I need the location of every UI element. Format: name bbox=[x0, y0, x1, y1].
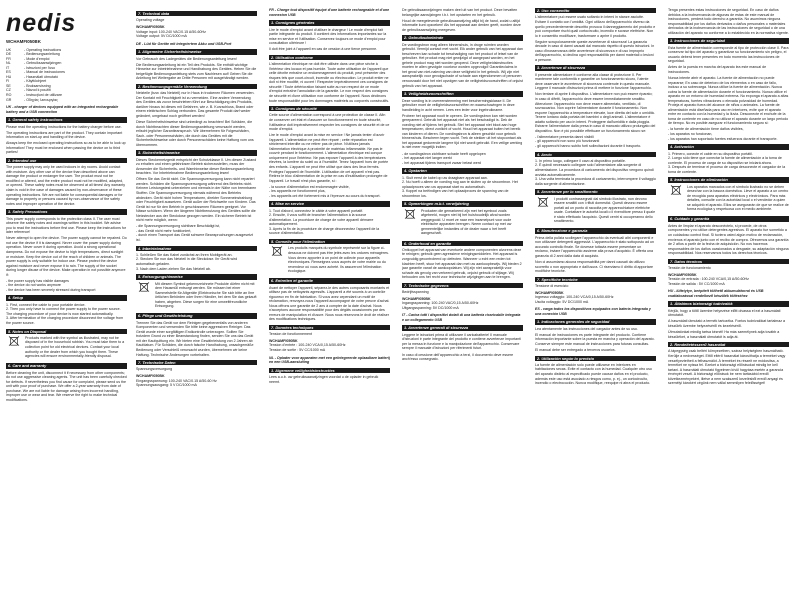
fr-section-1-heading: 1. Consignes générales bbox=[269, 20, 390, 25]
spec-title: Operating voltage bbox=[136, 18, 165, 23]
language-code: DE bbox=[6, 52, 11, 57]
list-item: 2. Nu hoeft u alleen de voeding nog aan te sluiten op de stroombron. Het oplaadproces van uw apparaat start nu automatisch. bbox=[402, 180, 518, 189]
spec-model: WCHAMFI050BK bbox=[668, 272, 697, 277]
bullet-item: - het apparaat tijdens transport zwaar belast werd bbox=[402, 160, 481, 165]
list-item: 3. Después de terminar el proceso de carga desconecte el cargador de la toma de corriente. bbox=[668, 165, 786, 174]
fr-section-2-heading: 2. Utilisation conforme bbox=[269, 55, 390, 60]
language-list bbox=[6, 48, 127, 103]
fr-section-5-heading: 5. Conseils pour l'élimination bbox=[269, 239, 390, 244]
paragraph: Útmutatónkat mindig tartsa kéznél! Ha más személynek adja tovább a készüléket, a használati útmutatót is adja át. bbox=[668, 329, 780, 339]
uk-section-6-heading: 6. Care and warranty bbox=[6, 363, 127, 368]
spec-line: Tension d'entrée : 100-240 VCA/0,15 A/50-60Hz bbox=[269, 343, 346, 348]
de-section-4-heading: 4. Inbetriebnahme bbox=[136, 246, 257, 251]
list-item: 3. After termination of the charging procedure disconnect the voltage from the power source. bbox=[6, 316, 124, 325]
paragraph: Seguire scrupolosamente queste avvertenze di sicurezza! La garanzia decade in caso di danni causati dal mancato rispetto di questo istruzioni. In caso d'inosservanza delle avvertenze di sicurezza e di uso improprio dell'apparecchio, si declina ogni responsabilità per danni materiali o lesioni a persone. bbox=[535, 39, 655, 62]
disposal-row bbox=[535, 197, 656, 226]
es-section-3-heading: 3. Instrucciones de seguridad bbox=[668, 38, 789, 43]
language-item bbox=[6, 98, 127, 103]
crossed-bin-icon bbox=[535, 197, 551, 207]
nl-section-1-heading: 1. Algemene veiligheidsinstructies bbox=[269, 368, 390, 373]
hu-section-1-heading: 1. Általános biztonsági tudnivalók bbox=[668, 301, 789, 306]
nl-section-4-heading: 4. Opstarten bbox=[402, 168, 523, 173]
paragraph: Dieses Steckernetzgerät entspricht der Schutzklasse II. Um diesen Zustand zu erhalten und einen gefahrlosen Betrieb sicherzustellen, muss der Anwender die Sicherheits- und Warnhinweise dieser Bedienungsanleitung beachten. Vor Inbetriebnahme Bedienungsanleitung lesen! bbox=[136, 157, 257, 176]
bullet-item: - die Spannungsversorgung sichtbare Beschädigt ist, bbox=[136, 224, 221, 229]
spec-line: Tensión de salida : 5V CC/1000 mA bbox=[668, 281, 725, 286]
disposal-row bbox=[402, 209, 523, 238]
crossed-bin-icon bbox=[668, 185, 684, 195]
paragraph: Please read the operating instructions for the battery charger before use. bbox=[6, 124, 122, 129]
hu-intro: HU - Iülteiytye, beépített tölthető akkumulátorral és USB csatlakozással rendelkező készülék töltéséhez bbox=[668, 289, 764, 298]
paragraph: Kérjük, hogy a töltő üzembe helyezése előtt olvassa el ezt a használati útmutatót. bbox=[668, 308, 781, 318]
language-code: SE bbox=[6, 83, 11, 88]
paragraph: Houd de meegeleverde gebruiksaanwijzing altijd bij de hand, zodat u altijd informatie kunt opzoeken! Als het apparaat aan derden geeft, worden deze de gebruiksaanwijzing meegeven. bbox=[402, 18, 521, 32]
list-item: 1. First, connect the cable to your portable device. bbox=[6, 302, 86, 307]
paragraph: Non tentare di aprire il dispositivo. L'alimentatore non può essere riparato; in caso di difetti, l'apparecchio deve essere immediatamente smaltito. Attenzione: l'apparecchio non deve essere alimentato, ventilato, di sovraccarico. Non coprire l'alimentatore durante il funzionamento. Non esporre l'apparecchio a temperature elevate, luce diretta del sole o umidità. Tenere lontano dalla portata dei bambini o degli animali. L'alimentatore è adatto soltanto per uso in interni. Proteggere dall'umidità e dalla pioggia. Estrarre l'alimentatore dalla presa in caso di mancato utilizzo prolungato del dispositivo. Non è più possibile effettuare un funzionamento sicuro se: bbox=[535, 92, 656, 133]
paragraph: Probeer het apparaat nooit te openen. De voedingsbron kan niet worden gerepareerd. Gebruik het apparaat niet als het beschadigd is. Dek de voeding niet af tijdens het gebruik. Stel het apparaat niet bloot aan hoge temperaturen, direct zonlicht of vocht. Houd het apparaat buiten het bereik van kinderen of dieren. De voedingsbron is alleen geschikt voor gebruik binnenshuis. Bescherm tegen vocht. Trek de stekker uit het stopcontact als het apparaat gedurende langere tijd niet wordt gebruikt. Een veilige werking is niet meer mogelijk indien: bbox=[402, 113, 523, 150]
language-code: IT bbox=[6, 65, 10, 70]
language-label: - Instrucţiuni de utilizare bbox=[24, 93, 62, 98]
list-item: 3. Nach dem Laden ziehen Sie das Netzteil ab. bbox=[136, 266, 211, 271]
paragraph: L'alimentation électrique ne doit être utilisée dans une pièce sèche à l'intérieur des locaux et pas humide. Toute autre utilisation de l'appareil que celle décrite entraîne un endommagement du produit, peut présenter des risques tels que court-circuit, incendie ou électrocution. Le produit entier ne doit ni être modifié, ni ouvert ! Respecter impérativement ces consignes de sécurité ! Toute détérioration faisant suite au non respect de ce mode d'emploi entraîne l'annulation de la garantie. Le non respect des consignes de sécurité et d'une utilisation non conforme de l'appareil. Nous déclinons toute responsabilité pour les dommages matériels ou corporels consécutifs. bbox=[269, 62, 390, 103]
column-2 bbox=[136, 8, 257, 589]
language-label: - Istruzioni per l'uso bbox=[24, 65, 56, 70]
paragraph: I prodotti contrassegnati dal simbolo illustrato, non devono essere smaltiti con i rifiuti domestici. Questi devono essere portati ad un punto di raccolta per apparecchiature elettriche usate. Contattare le autorità locali o il rivenditore presso il quale è stato effettuato l'acquisto. Questi centri si occuperanno dello smaltimento. bbox=[554, 196, 656, 224]
language-code: UK bbox=[6, 47, 11, 52]
spec-line: Spannungsausgang: 5 V DC/1000 mA bbox=[136, 383, 197, 388]
it-section-4-heading: 4. Avvio bbox=[535, 152, 656, 157]
bullet-item: - the device has been severely stressed during transport bbox=[6, 287, 96, 292]
it-section-1-heading: 1. Avvertenze generali di sicurezza bbox=[402, 325, 523, 330]
disposal-row bbox=[668, 185, 789, 214]
list-item: 2. Then you only have to connect the power supply to the power source. The charging procedure of your device is now started automatically. bbox=[6, 307, 121, 316]
paragraph: Il doit être joint à l'appareil en cas de cession à une tierce personne. bbox=[269, 47, 378, 52]
spec-line: Tension de sortie : 5V CC/1000 mA bbox=[269, 348, 326, 353]
bullet-item: - das Gerät nicht mehr funktioniert, bbox=[136, 228, 192, 233]
spec-model: WCHAMFI050BK bbox=[136, 24, 165, 29]
paragraph: De voedingsbron mag alleen binnenshuis, in droge ruimten worden gebruikt. Vermijd contact met vocht. Elk ander gebruik van het apparaat dan beschreven kan schade tot beschadiging van het product of letsel van de gebruiker. Het product mag niet gewijzigd of aangepast worden, en het gehele product mag niet worden geopend. Deze veiligheidsinstructies moeten te allen gevolgde voorkeur worden opgevolgd! Garantieclaims in het geval van niet-naleving van deze veiligheid in het gebruik. Wij zijn niet aansprakelijk voor gevolgschade of schade aan eigendommen of personen veroorzaakt door het niet opvolgen van de veiligheidsvoorschriften of onjuist gebruik van het apparaat. bbox=[402, 42, 523, 88]
fr-section-4-heading: 4. Mise en service bbox=[269, 201, 390, 206]
paragraph: This power supply corresponds to the protection class II. The user must observe the safety notes and warnings written in this booklet. We advise you to read the instructions before first use. Please keep the instructions for later reference! bbox=[6, 216, 127, 235]
paragraph: Avant de nettoyer l'appareil, séparez-le des autres composants montants et utilisez pas de nettoyants agressifs. L'appareil a été soumis à un contrôle rigoureux en fin de fabrication. Si vous avez cependant un motif de réclamation, renvoyez-nous l'appareil accompagné de votre preuve d'achat. Nous offrons une garantie de 2 ans à compter de la date d'achat. Nous n'acceptons aucune responsabilité pour des dégâts occasionnés par des erreurs de manipulation et d'usure. Nous nous réservons le droit de réaliser des modifications techniques. bbox=[269, 285, 390, 322]
disposal-row bbox=[269, 246, 390, 275]
paragraph: Nunca intente abrir el aparato. La fuente de alimentación no puede repararse; En caso de deterioro de los elementos o en caso de fallo, incluso a su sobrecarga. Nunca utilice la fuente de alimentación. Nunca cubra la fuente de alimentación durante el funcionamiento. Nunca utilice el aparato en un entorno de humedad extrema. No exponga el aparato a altas temperaturas, fuertes vibraciones o elevada polvosidad de humedad. Proteja el aparato fuera del alcance de niños o animales. La fuente de alimentación está diseñada para uso en interiores, evite que el aparato entre en contacto con la humedad y la lluvia. Desconecte el enchufe de la toma de corriente en caso de no utilizar el aparato durante un largo periodo de tiempo. No es posible asegurar el funcionamiento seguro si: bbox=[668, 75, 789, 126]
uk-section-1-heading: 1. General safety instructions bbox=[6, 117, 127, 122]
paragraph: Los aparatos marcados con el símbolo ilustrado no se deben desechar con la basura doméstica. Lleve el aparato a un centro de recogida para aparatos eléctricos y electrónicos. Para más detalles, consulte con la autoridad local o el vendedor a quien se adquirió el aparato. Ellos se asegurarán de que se realice de forma ecológica y respetuosa con el medio ambiente. bbox=[687, 184, 789, 212]
es-section-1-heading: 1. Indicaciones generales de seguridad bbox=[535, 319, 656, 324]
spec-line: Voltage output: 5V DC/1000 mA bbox=[136, 34, 187, 39]
bullet-item: - les appareils ne fonctionnent plus, bbox=[269, 189, 326, 194]
bullet-item: - los aparatos han soportado fuertes esfuerzos durante el transporte. bbox=[668, 136, 778, 141]
nl-section-2-heading: 2. Gebruiksdoeleinde bbox=[402, 35, 523, 40]
fr-section-3-heading: 3. Consignes de sécurité bbox=[269, 106, 390, 111]
es-section-4-heading: 4. Activación bbox=[668, 144, 789, 149]
paragraph: Cette source d'alimentation correspond à une protection de classe II. Afin de conserver cet état et d'assurer un fonctionnement en toute sécurité, l'utilisateur doit impérativement respecter les consignes de sécurité et de ce mode d'emploi. bbox=[269, 113, 390, 132]
disposal-row bbox=[6, 336, 127, 360]
column-4 bbox=[402, 8, 523, 589]
crossed-bin-icon bbox=[402, 209, 418, 219]
spec-line: Ingresso voltaggio: 100-240 VCA/0,15 A/50-60Hz bbox=[535, 295, 614, 300]
it-section-6-heading: 6. Manutenzione e garanzia bbox=[535, 228, 656, 233]
paragraph: Esta fuente de alimentación corresponde al tipo de protección clase II. Para conservar tal tipo del aparato y garantizar su funcionamiento sin peligro, el usuario deberá tener presentes en todo momento las instrucciones de seguridad. bbox=[668, 45, 789, 64]
nl-section-7-heading: 7. Technische gegevens bbox=[402, 283, 523, 288]
paragraph: La fuente de alimentación solo puede utilizarse en interiores en habitaciones secas. Evite el contacto con la humedad. Cualquier otro uso del aparato distinto al especificado puede causar daños en el producto, además este uso está asociado a riesgos como, p. ej., un cortocircuito, incendio o electrocución. Nunca modifique, reequipe ni abra el producto. bbox=[535, 362, 652, 386]
paragraph: Lire le mode d'emploi avant la mise en service ! Ne jamais tenter d'ouvrir l'appareil. L'alimentation ne peut être réparé ; cette réparation est strictement interdite ou ne retirer pas de pièce. N'utilisez jamais l'alimentation électrique à proximité de matériau inflammable. Ne pas le couvrir pendant le fonctionnement. L'alimentation électrique est conçue uniquement pour l'intérieur. Ne pas exposer l'appareil à des températures élevées, la lumière du soleil ou à l'humidité. Tenez l'appareil hors de portée des enfants. L'appareil ne peut être utilisé que dans des lieux fermés. Protégez l'appareil de l'humidité. L'utilisation de cet appareil n'est pas. Retirez le bloc d'alimentation de la prise en cas d'inutilisation prolongée de l'appareil. Le travail n'est plus garantie, si : bbox=[269, 133, 389, 183]
de-section-3-heading: 3. Sicherheitshinweise bbox=[136, 150, 257, 155]
bullet-item: - de voedingsbron zichtbare schade heeft opgelopen bbox=[402, 151, 486, 156]
paragraph: Leggere le istruzioni prima di utilizzare il caricabatterie! Il manuale d'istruzioni è parte integrante del prodotto e contiene avvertenze importanti per la messa in funzione e la manipolazione dell'apparecchio. Conservare sempre il manuale d'istruzioni per riferimenti futuri. bbox=[402, 332, 521, 351]
it-section-7-heading: 7. Specifiche tecniche bbox=[535, 277, 656, 282]
language-label: - Käyttöohjeet bbox=[24, 79, 47, 84]
paragraph: Mit diesem Symbol gekennzeichnete Produkte dürfen nicht mit dem Hausmüll entsorgt werden. Sie müssen bei einer Sammelstelle für Altgeräte (Elektronische Sie sich bitte an Ihre örtlichen Behörden oder Ihren Händler, bei dem Sie das gekauft haben, abgeben. Diese sorgen für eine umweltfreundliche Entsorgung. bbox=[155, 281, 257, 309]
list-item: 1. In primo luogo, collegare il cavo al dispositivo portatile. bbox=[535, 158, 626, 163]
bullet-item: - durch einen Transport das Gerät schwere Beanspruchungen ausgesetzt ist. bbox=[136, 233, 253, 242]
nl-section-5-heading: 5. Opmerkingen m.b.t. verwijdering bbox=[402, 201, 523, 206]
spec-model: WCHAMFI050BK bbox=[535, 290, 564, 295]
list-item: 2. Luego sólo tiene que conectar la fuente de alimentación a la toma de corriente. El proceso de carga de su dispositivo se iniciará ahora. bbox=[668, 156, 782, 165]
paragraph: Antes de la puesta en marcha del aparato lea este manual de instrucciones. bbox=[668, 65, 767, 74]
list-item: 2. Ensuite, il vous suffit de brancher l'alimentation à la source d'alimentation. La procédure de charge de votre appareil démarre automatiquement. bbox=[269, 213, 374, 227]
de-intro: DE - Lüd für Geräte mit integriertem Akku und USB-Port bbox=[136, 41, 232, 46]
bullet-item: - the power supply has visible damages bbox=[6, 278, 69, 283]
paragraph: Products marked with the symbol as illustrated, may not be disposed of in the household rubbish. You must take them to a collection point for old electrical devices. Contact your local authority or the dealer from which you bought them. These agencies will ensure environmentally-friendly disposal. bbox=[25, 335, 125, 359]
bullet-item: - l'alimentatore presenta danni visibili bbox=[535, 134, 594, 139]
es-section-7-heading: 7. Datos técnicos bbox=[668, 259, 789, 264]
paragraph: Before cleaning the unit, disconnect it if necessary from other components; do not use aggressive cleaning agents. The unit has been carefully checked for defects. If nevertheless you find cause for complaint, please send us the unit with your proof of purchase. We offer a 2-year warranty from date of purchase. We are not liable for damage arising from incorrect handling, improper use or wear and tear. We reserve the right to make technical modifications. bbox=[6, 370, 127, 402]
de-section-5-heading: 5. Entsorgungshinweise bbox=[136, 274, 257, 279]
paragraph: Lire le mode d'emploi avant d'utiliser le chargeur ! Le mode d'emploi fait partie intégrante du produit. Il contient des informations importantes sur la mise en service et l'utilisation. Conservez toujours ce mode d'emploi pour consultation ultérieure ! bbox=[269, 27, 387, 46]
paragraph: A használati útmutató a termék tartozéka. Fontos tudnivalókat tartalmaz a készülék üzembe helyezéséről és kezeléséről. bbox=[668, 319, 786, 328]
spec-title: Tensión de funcionamiento bbox=[668, 266, 711, 271]
uk-section-7-heading: 7. Technical data bbox=[136, 11, 257, 16]
es-section-2-heading: 2. Utilización según lo previsto bbox=[535, 356, 656, 361]
de-section-6-heading: 6. Pflege und Gewährleistung bbox=[136, 313, 257, 318]
spec-model: WCHAMFI050BK bbox=[136, 374, 165, 379]
bullet-item: - la fuente de alimentación tiene daños visibles, bbox=[668, 127, 744, 132]
language-code: FI bbox=[6, 79, 10, 84]
paragraph: Die Bedienungsanleitung ist ein Teil des Produkts. Sie enthält wichtige Hinweise zur Inbetriebnahme und Handhabung des Gerätes. Heben Sie die beigefügte Bedienungsanleitung stets zum Nachlesen auf! Geben Sie die Anleitung bei Weitergabe an Dritte Personen mit ausgehändigt werden. bbox=[136, 62, 257, 81]
language-code: RO bbox=[6, 93, 12, 98]
spec-line: Tensión de entrada : 100-240 VCA/0,15 A/50-60Hz bbox=[668, 277, 749, 282]
es-intro: ES - carga todos los dispositivos equipados con batería integrada y una conexión USB bbox=[535, 307, 651, 316]
language-label: - Bedienungsanleitung bbox=[24, 52, 60, 57]
it-section-3-heading: 3. Avvertenze di sicurezza bbox=[535, 65, 656, 70]
paragraph: El manual debe ser entregado a terceros usuarios. bbox=[535, 347, 616, 352]
spec-line: Eingangsspannung: 100-240 VAC/0.15 A/50-60 Hz bbox=[136, 378, 217, 383]
paragraph: Trennen Sie das Gerät vor dem Reinigen gegebenenfalls von anderen Komponenten und verwenden Sie bitte keine aggressiven Reiniger. Das Gerät wurde einer sorgfältigen Endkontrolle unterzogen. Sollten Sie trotzdem Grund zu einer Beanstandung finden, senden Sie uns das Gerät mit der Kaufquittung ein. Wir bieten eine Gewährleistung von 2 Jahren ab Kaufdatum. Für Schäden, die durch falsche Handhabung, unsachgemäße Bedienung oder Verschleiß verursacht wurden, übernehmen wir keine Haftung. Technische Änderungen vorbehalten. bbox=[136, 320, 254, 357]
paragraph: Never attempt to open the device. The power supply cannot be repaired. Do not use the device if it is damaged. Never cover the power supply during operation. Never cover it during operation. Avoid a strong operational dampness. Do not expose the device to high temperatures, direct sunlight or moisture. Keep the device out of the reach of children or animals. The power supply is only suitable for indoor use. Please protect the device against moisture and never expose it to rain. The supply of the socket during longer disuse of the device. Make operation in not possible anymore if: bbox=[6, 236, 127, 277]
paragraph: The power supply may only be used indoors in dry rooms. Avoid contact with moisture. Any other use of the device than described above can damage the product or endanger the user. The product must not be modified or altered, and the entire product must not be modified, adapted, or opened. These safety notes must be observed at all times! Any warranty claim is void in the case of damages caused by non-observance of these operating instructions. We are not liable for consequential damages or for damage to property or persons caused by non-observance of the safety notes and improper operation of the device. bbox=[6, 165, 125, 206]
bullet-item: - gli apparecchi hanno subito forti sollecitazioni durante il trasporto. bbox=[535, 143, 642, 148]
paragraph: Prima della pulizia scollegare l'apparecchio da eventuali altri componenti e non utilizzare detergenti aggressivi. L'apparecchio è stato sottoposto ad un accurato controllo finale. Se dovesse tuttavia essere presentare un reclamo, inviare l'apparecchio assieme alla prova d'acquisto. È offerta una garanzia di 2 anni dalla data di acquisto. bbox=[535, 235, 654, 258]
spec-line: Uscita voltaggio: 5V DC/1000 mA bbox=[535, 299, 589, 304]
bullet-item: - los aparatos no funcionan, bbox=[668, 132, 713, 137]
language-label: - Bruksanvisning bbox=[24, 83, 51, 88]
paragraph: Antes de limpiar el aparato desconéctelo, si procede, de otros componentes y no utilice detergentes agresivos. El aparato fue sometido a un cuidadoso control final. Si tuviera usted algún motivo de reclamación, envíenos el aparato junto con el recibo de compra. Ofrecemos una garantía de 2 años a partir de la fecha de adquisición. No nos hacemos responsables de los daños ocasionados a desgaste, su adaptación ninguna responsabilidad. Nos reservamos todos los derechos técnicos. bbox=[668, 223, 789, 256]
crossed-bin-icon bbox=[269, 246, 285, 256]
spec-model: WCHAMFI050BK bbox=[269, 338, 298, 343]
list-item: 3. Koppel na beëindigen van het oplaadproces de spanning van de stroombron los. bbox=[402, 189, 509, 198]
list-item: 1. Schließen Sie das Kabel zunächst an Ihren Mobilgerät an. bbox=[136, 252, 233, 257]
paragraph: Öffnen Sie das Gerät nicht. Die Spannungsversorgung kann nicht repariert werden. Schäden die Spannungsversorgung während des Betriebs nicht. Keinem Leistungstest unterziehen und niemals in der Nähe von brennbaren Stoffen. Die Spannungsversorgung niemals während des Betriebs abdecken. Gerät nicht hohen Temperaturen, direkter Sonneneinstrahlung oder Feuchtigkeit aussetzen. Gerät außer der Reichweite von Kindern. Das Gerät ist nur für den Betrieb in geschlossenen Räumen geeignet. Vor Nässe schützen. Wenn der längeren Nichtbenutzung des Gerätes sollte die Netzstecker aus der Steckdose gezogen werden. Ein sicherer Betrieb ist nicht mehr möglich, wenn: bbox=[136, 177, 257, 223]
list-item: 2. È quindi necessario collegare solo l'alimentatore alla sorgente di alimentazione. La procedura di caricamento del dispositivo vengono quindi avviata automaticamente. bbox=[535, 163, 654, 177]
list-item: 3. Après la fin de la procédure de charge déconnectez l'appareil de la source d'alimentation. bbox=[269, 226, 380, 236]
crossed-bin-icon bbox=[6, 336, 22, 346]
column-6 bbox=[668, 8, 789, 589]
spec-title: Tensione di esercizio bbox=[535, 284, 569, 289]
paragraph: Tenga presentes estas instrucciones de seguridad. En caso de daños debidos a la inobservancia de algunas de estas de este manual de instrucciones, perderá todo derecho a garantía. No asumimos ninguna responsabilidad por los daños derivados o daños personales o materiales derivados de la inobservancia de las instrucciones de seguridad o de una utilización del aparato no conforme a lo establecido en la normativa vigente. bbox=[668, 8, 789, 35]
uk-section-4-heading: 4. Setup bbox=[6, 295, 127, 300]
spec-line: Voltage input: 100-240 VAC/0.15 A/50-60Hz bbox=[136, 29, 206, 34]
language-code: HU bbox=[6, 74, 12, 79]
it-section-5-heading: 5. Avvertenze per lo smaltimento bbox=[535, 189, 656, 194]
it-section-2-heading: 2. Uso consentito bbox=[535, 8, 656, 13]
spec-title: Bedrijfsspanning bbox=[402, 290, 429, 295]
hu-section-2-heading: 2. Rendeltetésszerű használat bbox=[668, 342, 789, 347]
column-1 bbox=[6, 0, 127, 581]
language-label: - Gebruiksaanwijzingen bbox=[24, 61, 62, 66]
bullet-item: - gli apparecchi non sono più funzionanti bbox=[535, 139, 600, 144]
uk-intro: UK - charger of devices equipped with an integrated rechargeable battery and a USB connection bbox=[6, 105, 119, 114]
model-number: WCHAMFI050BK bbox=[6, 39, 41, 44]
uk-section-2-heading: 2. Intended use bbox=[6, 158, 127, 163]
nedis-logo: nedis bbox=[6, 9, 77, 37]
uk-section-5-heading: 5. Notes on Disposal bbox=[6, 329, 127, 334]
bullet-item: - het apparaat niet langer werkt bbox=[402, 156, 452, 161]
paragraph: Lea atentamente las instrucciones del cargador antes de su uso. bbox=[535, 326, 638, 331]
de-section-1-heading: 1. Allgemeine Sicherheitshinweise bbox=[136, 49, 257, 54]
disposal-row bbox=[136, 282, 257, 311]
bullet-item: - les appareils ont été fortement mis à l'épreuve au cours du transport. bbox=[269, 193, 381, 198]
crossed-bin-icon bbox=[136, 282, 152, 292]
paragraph: L'alimentatore può essere usato soltanto in interni in stanze asciutte. Evitare il contatto con l'umidità. Ogni utilizzo dell'apparecchio diverso da quello precedentemente descritto provoca il danneggiamento del prodotto e può comportare rischi quali cortocircuito, incendio e scosse elettriche. Non lo è consentito modificare, trasformare o aprire il prodotto. bbox=[535, 15, 656, 38]
list-item: 1. Sluit eerst de kabel op uw draagbare apparaat aan. bbox=[402, 175, 488, 180]
nl-intro: NL - Oplader voor apparaten met een geïntegreerde oplaadbare batterij en een USB-aansluiting bbox=[269, 355, 390, 365]
fr-section-7-heading: 7. Données techniques bbox=[269, 325, 390, 330]
spec-title: Tension de fonctionnement bbox=[269, 332, 312, 337]
fr-section-6-heading: 6. Entretien et garantie bbox=[269, 278, 390, 283]
paragraph: A tápegység csak beltéri környezetben, száraz helyiségben használható. Kerülje a nedvességet. Ettől eltérő használat károsíthatja a terméket vagy veszélyeztetheti a felhasználót. A terméket és részeit ne módosítsa, a terméket ne nyissa fel. Ezeket a biztonsági előírásokat mindig be kell tartani. A használati útmutató figyelmen kívül hagyása esetén a garancia érvényét veszti. A biztonsági előírások be nem tartásából eredő következményekért, illetve a nem szakszerű kezelésből eredő anyagi és személyi károkért cégünk nem vállal semmilyen felelősséget! bbox=[668, 349, 786, 386]
de-section-2-heading: 2. Bestimmungsgemäße Verwendung bbox=[136, 84, 257, 89]
language-code: GR bbox=[6, 97, 12, 102]
es-section-6-heading: 6. Cuidado y garantía bbox=[668, 216, 789, 221]
paragraph: De gebruiksaanwijzingen maken deel uit van het product. Deze bevatten belangrijke aanwijzingen t.b.t. het opstarten en het gebruik. bbox=[402, 8, 518, 17]
spec-line: Uitgangsspanning: 5V DC/1000 mA bbox=[402, 305, 459, 310]
fr-intro: FR - Charge tout dispositif équipé d'une batterie rechargeable et d'une connexion USB bbox=[269, 8, 390, 17]
paragraph: In caso di cessione dell'apparecchio a terzi, il documento deve essere anch'esso consegnato. bbox=[402, 352, 514, 362]
paragraph: Non ci assumiamo alcuna responsabilità per danni causati da utilizzo scorretto o non appropriato e dall'usura. Ci riserviamo il diritto di apportare modifiche tecniche. bbox=[535, 260, 653, 274]
paragraph: Lees a.u.b. uw gebruiksaanwijzingen voordat u de oplader in gebruik neemt. bbox=[269, 375, 379, 384]
list-item: 2. Stecken Sie nun das Netzteil in die Steckdose. Ihr Gerät wird automatisch geladen. bbox=[136, 257, 238, 266]
paragraph: Netzteile (bzw. das Netzteil) nur in Haus in trockenen Räumen verwenden. Der Kontakt mit Feuchtigkeit ist zu vermeiden. Eine andere Verwendung des Gerätes als zuvor beschrieben führt zur Beschädigung des Produkts, darüber hinaus ist dieses mit Gefahren, wie z. B. Kurzschluss, Brand oder einem elektrischen Schlag verbunden. Das gesamte Produkt darf weder geändert, umgebaut noch geöffnet werden! bbox=[136, 91, 255, 118]
it-intro: IT - Carica tutti i dispositivi dotati di una batteria ricaricabile integrata e un collegamento USB bbox=[402, 313, 521, 322]
paragraph: Ontkoppel het apparaat van eventuele andere componenten alvorens deze te reinigen; gebruik geen agressieve reinigingsmiddelen. Het apparaat is zorgvuldig gecontroleerd op defecten. Wanneer u echt een reden tot klachten heeft, stuur het apparaat dan met uw aankoopbewijs. Wij bieden 2 jaar garantie vanaf de aankoopdatum. Wij zijn niet aansprakelijk voor schade als gevolg van verkeerd gebruik, onjuist gebruik of slijtage. Wij behouden ons het recht voor technische wijzigingen aan te brengen. bbox=[402, 247, 522, 280]
paragraph: Vor Gebrauch des Ladegerätes die Bedienungsanleitung lesen! bbox=[136, 56, 237, 61]
paragraph: Deze voeding is in overeenstemming met beschermingsklasse II. De gebruiker moet de veiligheidsvoorschriften en waarschuwingen in deze handleiding in acht nemen. Lees een ieder voor ingebruikname. bbox=[402, 98, 515, 112]
uk-section-3-heading: 3. Safety Precautions bbox=[6, 209, 127, 214]
spec-line: Ingangsspanning: 100-240 VAC/0,15 A/50-60Hz bbox=[402, 301, 479, 306]
paragraph: Producten die gemarkeerd zijn met het symbool zoals afgebeeld, mogen niet bij het huishoudelijk afval worden weggegooid. U moet ze naar een inzamelpunt voor oude elektrische apparaten brengen. Neem contact op met uw gemeentelijke instanties of de dealer waar u het heeft aangeschaft. bbox=[421, 208, 512, 236]
language-code: ES bbox=[6, 70, 11, 75]
language-label: - Návod k použití bbox=[24, 88, 51, 93]
language-label: - Οδηγίες λειτουργίας bbox=[24, 97, 58, 102]
paragraph: Il presente alimentatore è conforme alla classe di protezione II. Per mantenere tale conformità e garantire un funzionamento sicuro, l'utente deve osservare le avvertenze di sicurezza contenute in questo manuale. Leggere il manuale d'istruzioni prima di mettere in funzione l'apparecchio. bbox=[535, 72, 652, 91]
list-item: 1. Tout d'abord, connectez le câble à votre appareil portatif. bbox=[269, 208, 364, 213]
bullet-item: - la source d'alimentation est endommagée visible, bbox=[269, 184, 350, 189]
column-3 bbox=[269, 8, 390, 589]
language-label: - Mode d'emploi bbox=[24, 56, 50, 61]
es-section-5-heading: 5. Instrucciones de eliminación bbox=[668, 177, 789, 182]
paragraph: El manual de instrucciones es parte integrante del producto. Contiene información importante sobre la puesta en marcha y operación del aparato. Conserve siempre este manual de instrucciones para futuras consultas. bbox=[535, 332, 655, 346]
nl-section-6-heading: 6. Onderhoud en garantie bbox=[402, 241, 523, 246]
paragraph: The operating instructions are part of the product. They contain important information on start-up and handling of the device. bbox=[6, 130, 123, 140]
spec-title: Spannungsversorgung bbox=[136, 367, 173, 372]
bullet-item: - the device do not works anymore bbox=[6, 283, 61, 288]
spec-model: WCHAMFI050BK bbox=[402, 296, 431, 301]
language-label: - Manual de instrucciones bbox=[24, 70, 65, 75]
paragraph: Les produits marqués du symbole représenté sur la figure ci-dessous ne doivent pas être jetés avec les ordures ménagères. Vous devez apporter à un point de collecte pour appareils électroniques. Renseignez-vous auprès de votre mairie ou du revendeur où vous avez acheté. Ils assureront l'élimination écologique. bbox=[288, 246, 389, 274]
de-section-7-heading: 7. Technische Daten bbox=[136, 360, 257, 365]
language-code: CZ bbox=[6, 88, 11, 93]
list-item: 1. Primero, conecte el cable en su dispositivo portátil. bbox=[668, 151, 753, 156]
language-label: - Operating instructions bbox=[24, 47, 62, 52]
nl-section-3-heading: 3. Veiligheidsvoorschriften bbox=[402, 91, 523, 96]
language-label: - Használati útmutató bbox=[24, 74, 58, 79]
language-code: NL bbox=[6, 61, 11, 66]
paragraph: Always keep the enclosed operating instructions so as to be able to look up information! They must be enclosed when passing the device on to third parties! bbox=[6, 141, 126, 155]
language-code: FR bbox=[6, 56, 11, 61]
paragraph: Diese Sicherheitshinweise sind unbedingt zu beachten! Bei Schäden, die durch Nichtbeachten dieser Bedienungsanleitung verursacht werden, erlischt jeglicher Garantieanspruch. Wir übernehmen für Folgeschäden, Sach- oder Personenschäden, die durch das Gerätes mit die Sicherheitshinweise oder durch Personenschäden keine Haftung vom uns übernommen. bbox=[136, 119, 254, 147]
list-item: 3. Una volta terminata la procedura di caricamento, interrompere il voltaggio dalla sorgente di alimentazione. bbox=[535, 177, 656, 186]
column-5 bbox=[535, 8, 656, 589]
